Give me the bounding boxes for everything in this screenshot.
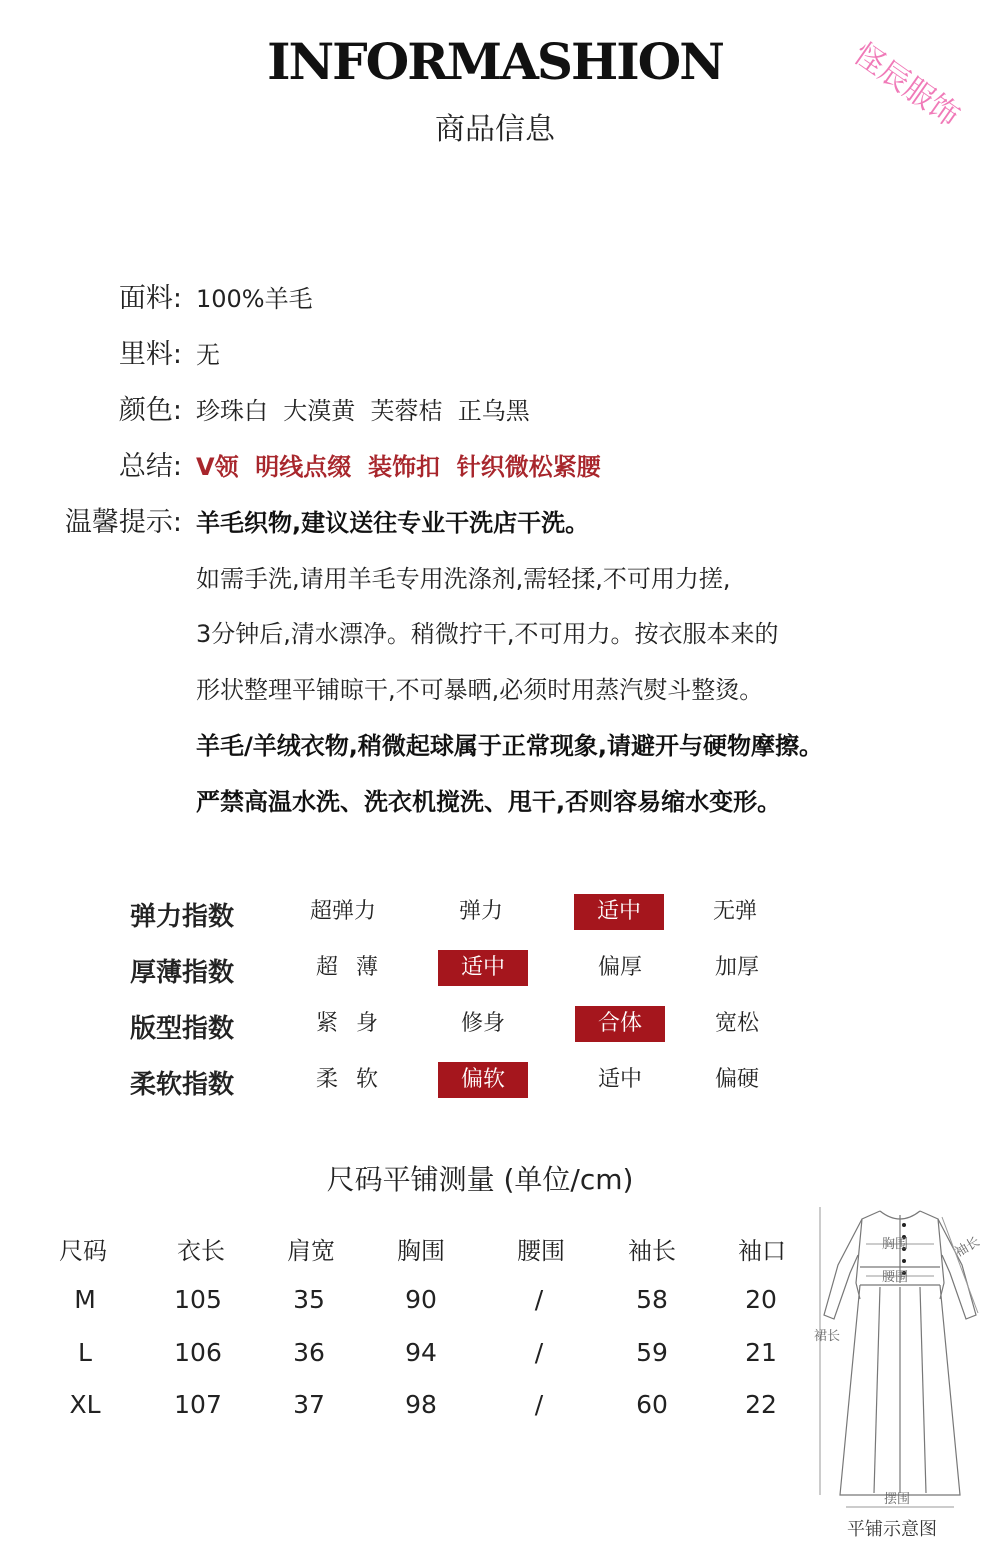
diagram-label-sleeve: 袖长 <box>952 1234 983 1261</box>
watermark: 怪辰服饰 <box>847 36 966 135</box>
size-table-cell: 106 <box>174 1338 222 1367</box>
page-subtitle: 商品信息 <box>435 112 555 147</box>
size-table-cell: 107 <box>174 1390 222 1419</box>
size-table-header: 腰围 <box>517 1237 565 1265</box>
care-tip-line: 如需手洗,请用羊毛专用洗涤剂,需轻揉,不可用力搓, <box>196 565 731 593</box>
size-table-cell: 60 <box>636 1390 668 1419</box>
care-tips-label: 温馨提示: <box>64 507 182 538</box>
dress-outline <box>824 1211 976 1495</box>
dress-flat-diagram <box>810 1195 990 1520</box>
index-option: 超薄 <box>316 955 397 980</box>
index-label-thickness: 厚薄指数 <box>130 958 235 988</box>
diagram-label-skirt: 裙长 <box>814 1329 841 1344</box>
care-tip-line: 形状整理平铺晾干,不可暴晒,必须时用蒸汽熨斗整烫。 <box>196 676 764 704</box>
size-table-cell: 90 <box>405 1285 437 1314</box>
size-table-cell: 98 <box>405 1390 437 1419</box>
size-table-cell: 37 <box>293 1390 325 1419</box>
index-label-softness: 柔软指数 <box>130 1070 235 1100</box>
index-label-fit: 版型指数 <box>130 1014 235 1044</box>
size-table-cell: 94 <box>405 1338 437 1367</box>
diagram-label-hem: 摆围 <box>884 1492 911 1507</box>
size-table-cell: 22 <box>745 1390 777 1419</box>
index-option: 修身 <box>460 1011 505 1036</box>
spec-value-color: 珍珠白 大漠黄 芙蓉桔 正乌黑 <box>196 397 530 425</box>
size-table-cell: / <box>534 1285 544 1314</box>
index-option-selected: 合体 <box>575 1006 665 1042</box>
size-table-header: 肩宽 <box>287 1237 335 1265</box>
size-table-cell: / <box>534 1390 544 1419</box>
index-option: 超弹力 <box>309 899 376 924</box>
index-option: 无弹 <box>712 899 757 924</box>
spec-label-color: 颜色: <box>118 395 182 426</box>
spec-value-fabric: 100%羊毛 <box>196 285 313 313</box>
size-table-cell: / <box>534 1338 544 1367</box>
page-title: INFORMASHION <box>267 32 723 91</box>
index-option: 偏硬 <box>714 1067 759 1092</box>
index-option-selected: 偏软 <box>438 1062 528 1098</box>
index-option: 宽松 <box>714 1011 759 1036</box>
spec-label-summary: 总结: <box>118 451 182 482</box>
care-tip-line: 3分钟后,清水漂净。稍微拧干,不可用力。按衣服本来的 <box>196 620 779 648</box>
size-table-header: 衣长 <box>177 1237 225 1265</box>
diagram-label-chest: 胸围 <box>882 1237 909 1252</box>
index-option: 柔软 <box>316 1067 397 1092</box>
size-table-cell: XL <box>69 1390 101 1419</box>
size-table-header: 尺码 <box>59 1237 107 1265</box>
size-table-cell: 58 <box>636 1285 668 1314</box>
size-table-title: 尺码平铺测量 (单位/cm) <box>326 1163 634 1196</box>
index-option: 偏厚 <box>597 955 642 980</box>
care-tip-line: 羊毛织物,建议送往专业干洗店干洗。 <box>196 509 590 537</box>
spec-value-lining: 无 <box>196 341 220 369</box>
index-label-elasticity: 弹力指数 <box>130 902 235 932</box>
size-table-header: 袖口 <box>738 1237 786 1265</box>
care-tip-line: 严禁高温水洗、洗衣机搅洗、甩干,否则容易缩水变形。 <box>196 788 782 816</box>
size-table-cell: L <box>78 1338 92 1367</box>
size-table-cell: 105 <box>174 1285 222 1314</box>
diagram-label-waist: 腰围 <box>882 1270 909 1285</box>
index-option: 适中 <box>597 1067 642 1092</box>
index-option-selected: 适中 <box>438 950 528 986</box>
size-table-cell: 35 <box>293 1285 325 1314</box>
spec-label-fabric: 面料: <box>118 283 182 314</box>
index-option: 弹力 <box>458 899 503 924</box>
care-tip-line: 羊毛/羊绒衣物,稍微起球属于正常现象,请避开与硬物摩擦。 <box>196 732 823 760</box>
spec-value-summary: V领 明线点缀 装饰扣 针织微松紧腰 <box>196 453 601 481</box>
spec-label-lining: 里料: <box>118 339 182 370</box>
size-table-header: 胸围 <box>397 1237 445 1265</box>
diagram-caption: 平铺示意图 <box>847 1519 937 1540</box>
index-option: 加厚 <box>714 955 759 980</box>
index-option: 紧身 <box>316 1011 397 1036</box>
size-table-cell: 20 <box>745 1285 777 1314</box>
size-table-cell: 21 <box>745 1338 777 1367</box>
index-option-selected: 适中 <box>574 894 664 930</box>
size-table-cell: 59 <box>636 1338 668 1367</box>
size-table-cell: 36 <box>293 1338 325 1367</box>
size-table-cell: M <box>74 1285 96 1314</box>
size-table-header: 袖长 <box>628 1237 676 1265</box>
